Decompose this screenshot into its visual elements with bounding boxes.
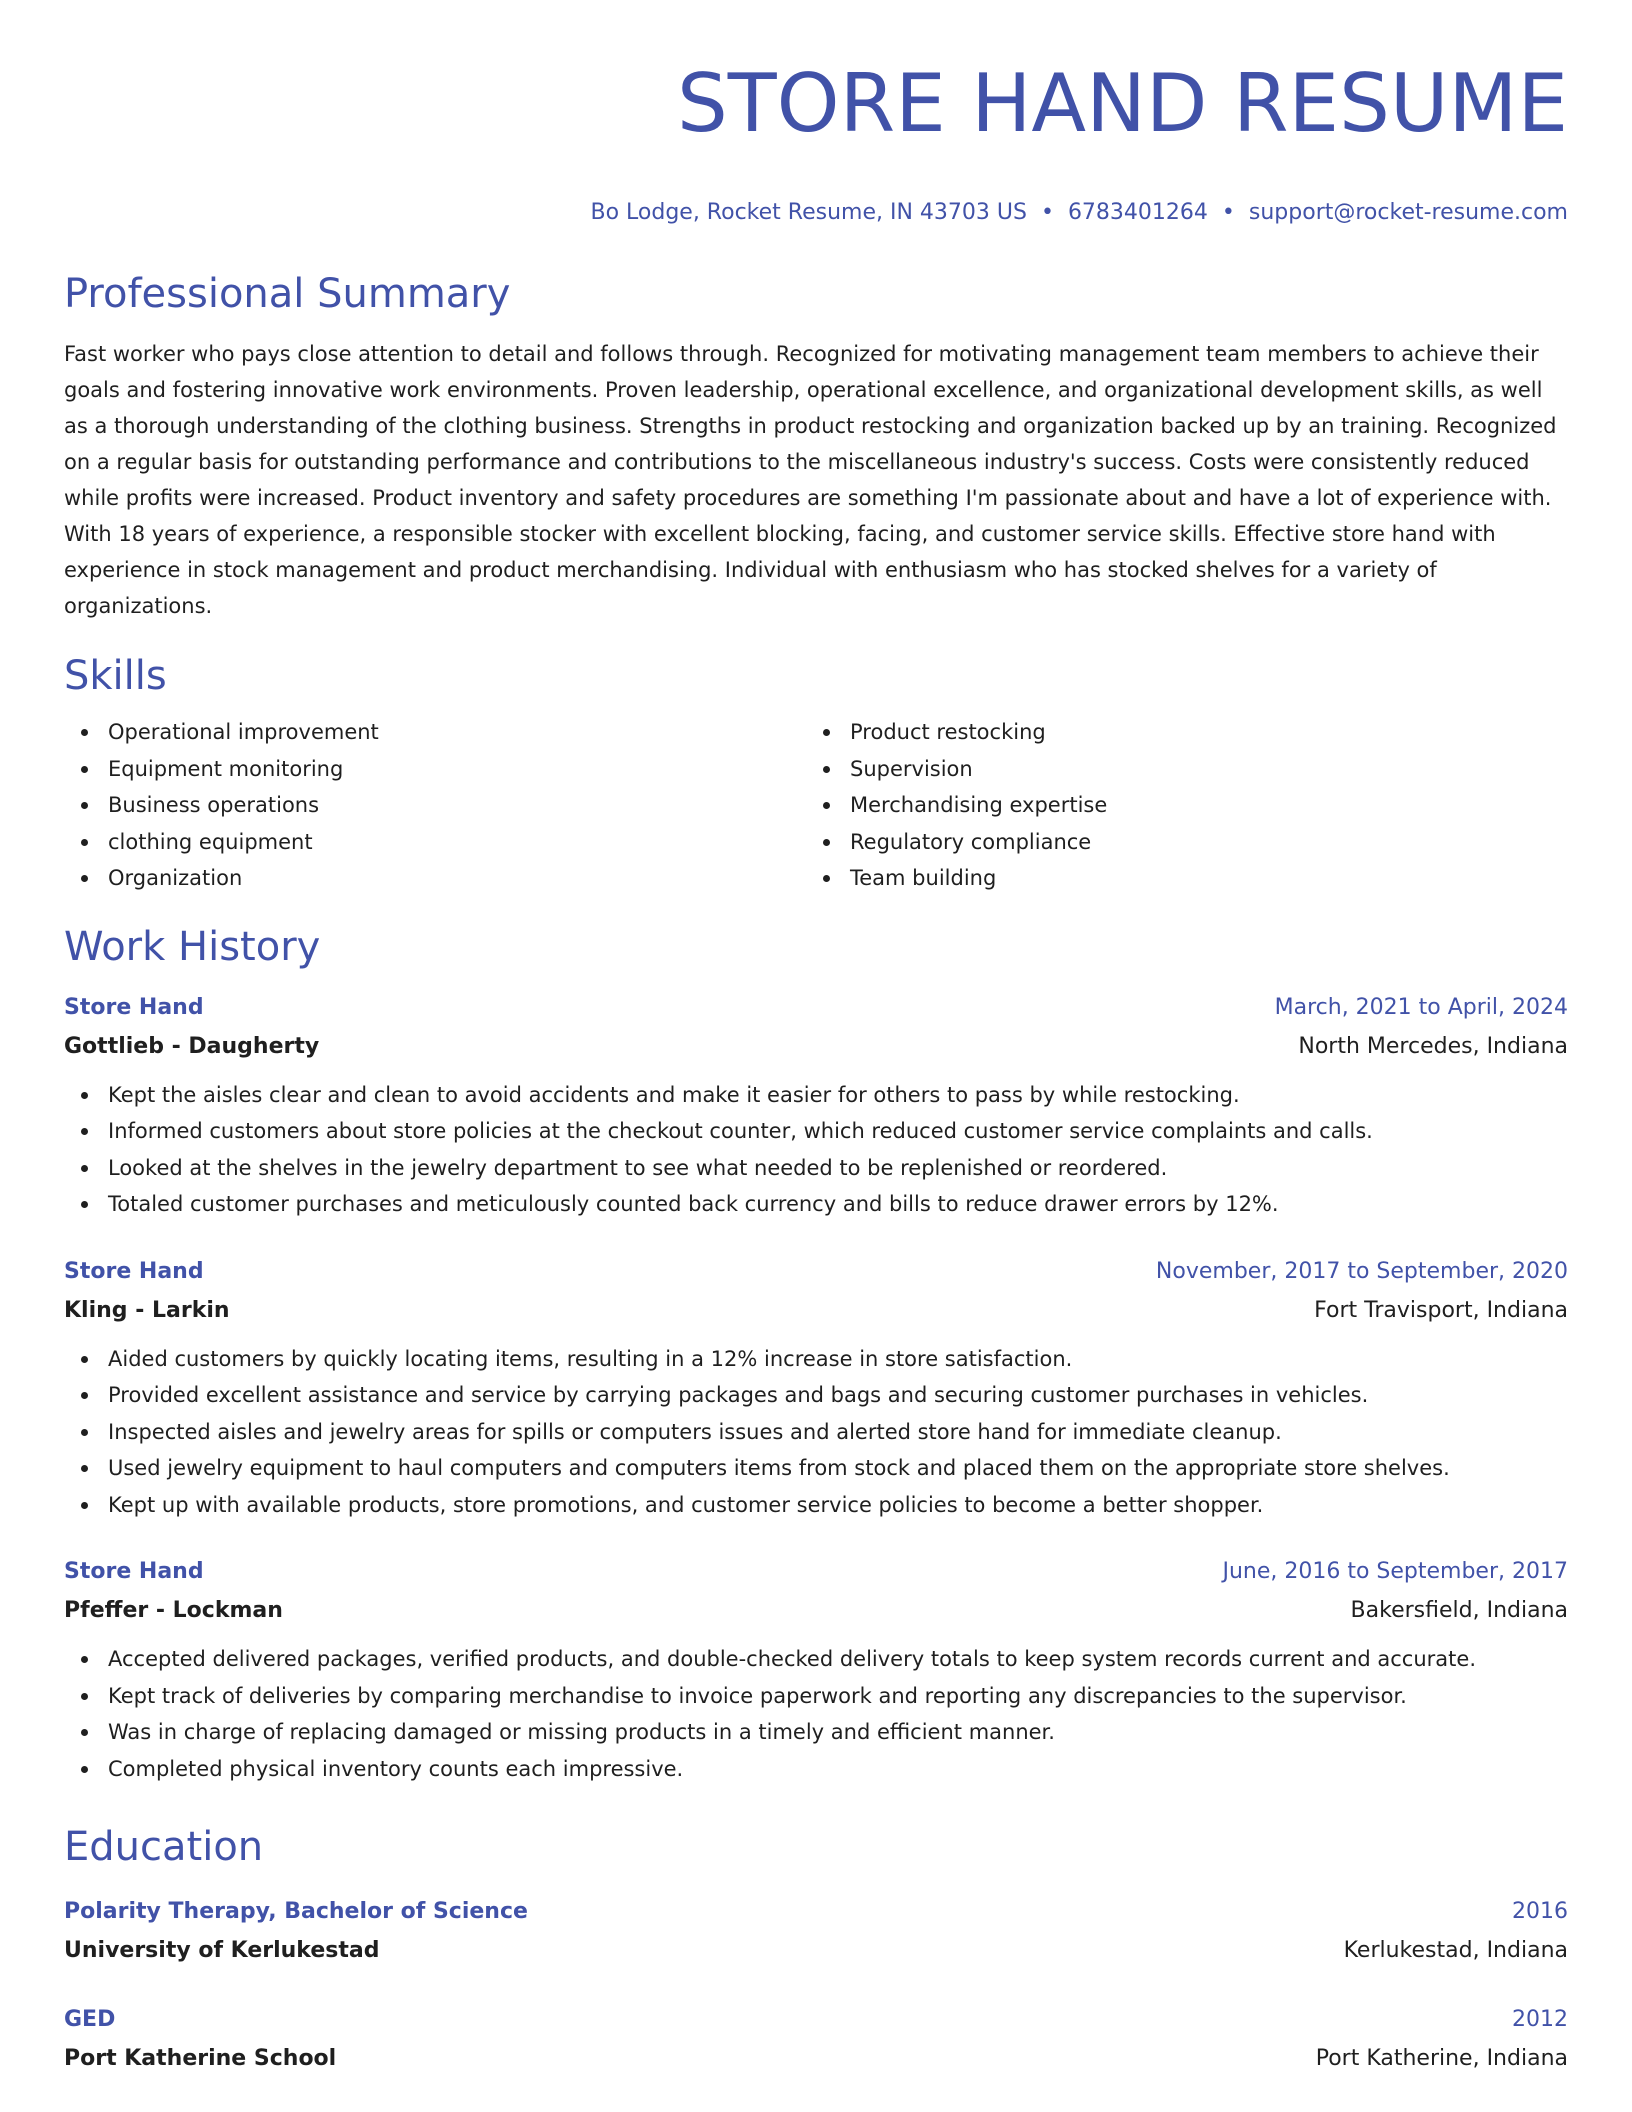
work-history-heading: Work History xyxy=(64,923,321,970)
job-bullet: Totaled customer purchases and meticulously counted back currency and bills to reduce drawer errors by 12%. xyxy=(64,1186,1568,1223)
job-bullet: Aided customers by quickly locating items, resulting in a 12% increase in store satisfaction. xyxy=(64,1341,1568,1378)
skill-item: Equipment monitoring xyxy=(64,751,806,788)
job-bullet: Used jewelry equipment to haul computers and computers items from stock and placed them on the appropriate store shelves. xyxy=(64,1450,1568,1487)
contact-address: Bo Lodge, Rocket Resume, IN 43703 US xyxy=(590,200,1027,225)
skill-item: Product restocking xyxy=(806,714,1548,751)
job-bullet: Kept up with available products, store promotions, and customer service policies to become a better shopper. xyxy=(64,1487,1568,1524)
education-entry xyxy=(64,2001,1568,2079)
contact-email[interactable]: support@rocket-resume.com xyxy=(1248,200,1568,225)
job-bullet: Informed customers about store policies at the checkout counter, which reduced customer service complaints and calls. xyxy=(64,1113,1568,1150)
skills-list xyxy=(64,714,1568,897)
job-bullet: Accepted delivered packages, verified products, and double-checked delivery totals to keep system records current and accurate. xyxy=(64,1641,1568,1678)
job-company: Pfeffer - Lockman xyxy=(64,1598,283,1623)
education-school: Port Katherine School xyxy=(64,2046,337,2071)
contact-separator: • xyxy=(1040,200,1054,225)
job-bullet: Provided excellent assistance and service by carrying packages and bags and securing customer purchases in vehicles. xyxy=(64,1377,1568,1414)
education-degree: GED xyxy=(64,2007,116,2032)
skills-heading: Skills xyxy=(64,653,167,699)
education-year: 2012 xyxy=(1512,2007,1568,2032)
skill-item: Operational improvement xyxy=(64,714,806,751)
job-dates: March, 2021 to April, 2024 xyxy=(1274,994,1568,1020)
education-entry xyxy=(64,1893,1568,1971)
job-entry xyxy=(64,1553,1568,1787)
job-title: Store Hand xyxy=(64,994,204,1020)
education-location: Kerlukestad, Indiana xyxy=(1343,1938,1568,1963)
job-location: North Mercedes, Indiana xyxy=(1298,1033,1568,1059)
education-location: Port Katherine, Indiana xyxy=(1315,2046,1568,2071)
skill-item: Merchandising expertise xyxy=(806,787,1548,824)
job-entry xyxy=(64,1253,1568,1524)
job-bullets xyxy=(64,1077,1568,1223)
education-degree: Polarity Therapy, Bachelor of Science xyxy=(64,1899,528,1924)
resume-name: STORE HAND RESUME xyxy=(677,57,1568,150)
job-entry xyxy=(64,989,1568,1223)
job-bullet: Was in charge of replacing damaged or missing products in a timely and efficient manner. xyxy=(64,1714,1568,1751)
job-location: Bakersfield, Indiana xyxy=(1350,1598,1568,1623)
job-title: Store Hand xyxy=(64,1258,204,1284)
skills-column-right xyxy=(806,714,1548,897)
education-heading: Education xyxy=(64,1824,264,1870)
summary-heading: Professional Summary xyxy=(64,271,511,317)
job-bullets xyxy=(64,1641,1568,1787)
job-dates: November, 2017 to September, 2020 xyxy=(1155,1258,1568,1284)
skill-item: Regulatory compliance xyxy=(806,824,1548,861)
skill-item: Organization xyxy=(64,860,806,897)
contact-phone: 6783401264 xyxy=(1067,200,1208,225)
skills-column-left xyxy=(64,714,806,897)
job-bullet: Kept the aisles clear and clean to avoid accidents and make it easier for others to pass by while restocking. xyxy=(64,1077,1568,1114)
skill-item: Business operations xyxy=(64,787,806,824)
resume-page xyxy=(64,0,1568,2079)
job-bullet: Looked at the shelves in the jewelry department to see what needed to be replenished or reordered. xyxy=(64,1150,1568,1187)
education-year: 2016 xyxy=(1512,1899,1568,1924)
education-school: University of Kerlukestad xyxy=(64,1938,380,1963)
contact-line xyxy=(64,198,1568,228)
job-location: Fort Travisport, Indiana xyxy=(1314,1297,1568,1323)
job-bullet: Kept track of deliveries by comparing merchandise to invoice paperwork and reporting any discrepancies to the supervisor. xyxy=(64,1678,1568,1715)
resume-header xyxy=(64,0,1568,228)
job-company: Kling - Larkin xyxy=(64,1297,230,1323)
summary-text: Fast worker who pays close attention to detail and follows through. Recognized for motivating management team members to achieve their goals and fostering innovative work environments. Proven leadership, operational excellence, and organizational development skills, as well as a thorough understanding of the clothing business. Strengths in product restocking and organization backed up by an training. Recognized on a regular basis for outstanding performance and contributions to the miscellaneous industry's success. Costs were consistently reduced while profits were increased. Product inventory and safety procedures are something I'm passionate about and have a lot of experience with. With 18 years of experience, a responsible stocker with excellent blocking, facing, and customer service skills. Effective store hand with experience in stock management and product merchandising. Individual with enthusiasm who has stocked shelves for a variety of organizations. xyxy=(64,342,1557,618)
job-dates: June, 2016 to September, 2017 xyxy=(1222,1559,1568,1584)
skill-item: Supervision xyxy=(806,751,1548,788)
job-title: Store Hand xyxy=(64,1559,204,1584)
contact-separator: • xyxy=(1221,200,1235,225)
job-company: Gottlieb - Daugherty xyxy=(64,1033,320,1059)
skill-item: Team building xyxy=(806,860,1548,897)
job-bullet: Completed physical inventory counts each impressive. xyxy=(64,1751,1568,1788)
job-bullets xyxy=(64,1341,1568,1524)
skill-item: clothing equipment xyxy=(64,824,806,861)
job-bullet: Inspected aisles and jewelry areas for spills or computers issues and alerted store hand for immediate cleanup. xyxy=(64,1414,1568,1451)
